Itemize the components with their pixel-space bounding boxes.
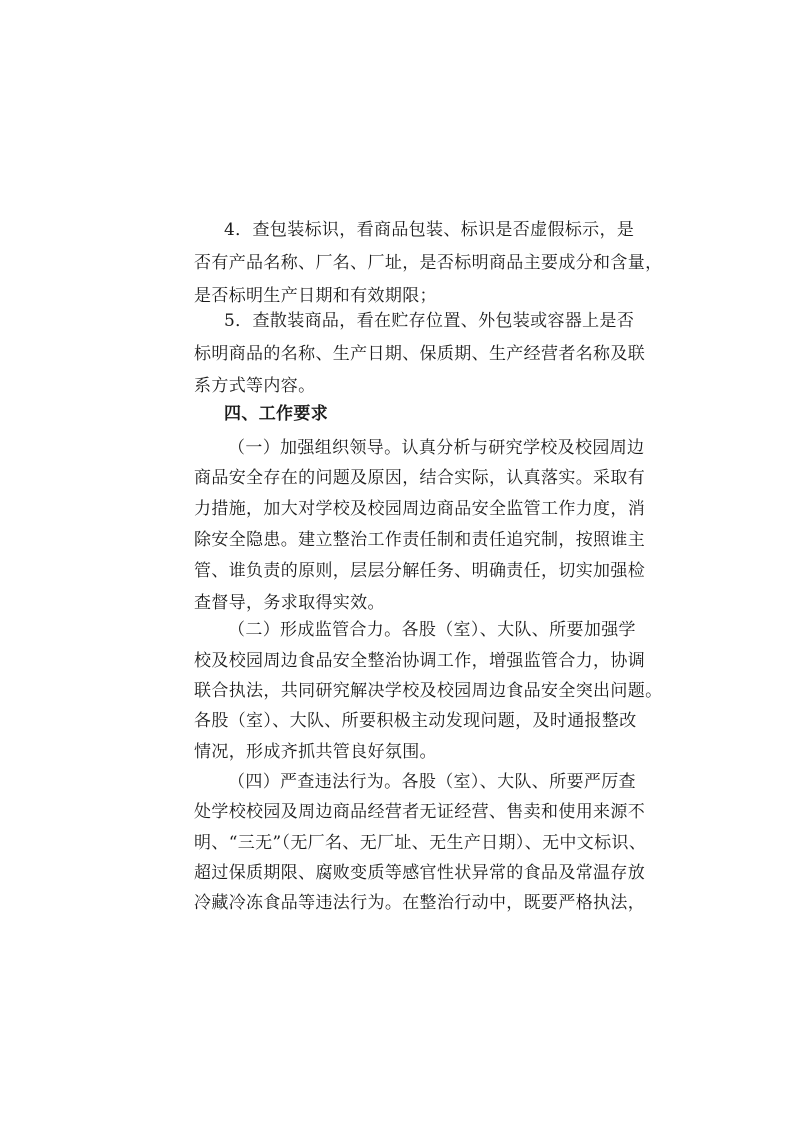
paragraph-two-line-3: 联合执法，共同研究解决学校及校园周边食品安全突出问题。 (194, 681, 663, 701)
paragraph-four-line-2: 处学校校园及周边商品经营者无证经营、售卖和使用来源不 (194, 802, 646, 822)
paragraph-four-line-4: 超过保质期限、腐败变质等感官性状异常的食品及常温存放 (194, 863, 646, 883)
paragraph-4-line-1: 4．查包装标识，看商品包装、标识是否虚假标示，是 (224, 220, 635, 240)
paragraph-5-line-2: 标明商品的名称、生产日期、保质期、生产经营者名称及联 (194, 344, 646, 364)
paragraph-four-line-3: 明、“三无”（无厂名、无厂址、无生产日期）、无中文标识、 (194, 833, 647, 853)
paragraph-one-line-5: 管、谁负责的原则，层层分解任务、明确责任，切实加强检 (194, 561, 646, 581)
paragraph-one-line-3: 力措施，加大对学校及校园周边商品安全监管工作力度，消 (194, 499, 646, 519)
paragraph-one-line-6: 查督导，务求取得实效。 (194, 593, 385, 613)
paragraph-5-line-3: 系方式等内容。 (194, 376, 316, 396)
paragraph-two-line-2: 校及校园周边食品安全整治协调工作，增强监管合力，协调 (194, 651, 646, 671)
paragraph-4-line-3: 是否标明生产日期和有效期限； (194, 286, 437, 306)
paragraph-two-line-1: （二）形成监管合力。各股（室）、大队、所要加强学 (228, 620, 636, 640)
paragraph-4-line-2: 否有产品名称、厂名、厂址，是否标明商品主要成分和含量， (194, 253, 663, 273)
paragraph-one-line-1: （一）加强组织领导。认真分析与研究学校及校园周边 (228, 438, 645, 458)
section-heading: 四、工作要求 (224, 404, 329, 424)
paragraph-four-line-5: 冷藏冷冻食品等违法行为。在整治行动中，既要严格执法， (194, 893, 646, 913)
paragraph-two-line-5: 情况，形成齐抓共管良好氛围。 (194, 742, 437, 762)
paragraph-one-line-2: 商品安全存在的问题及原因，结合实际，认真落实。采取有 (194, 468, 646, 488)
paragraph-one-line-4: 除安全隐患。建立整治工作责任制和责任追究制，按照谁主 (194, 530, 646, 550)
paragraph-four-line-1: （四）严查违法行为。各股（室）、大队、所要严厉查 (228, 772, 636, 792)
paragraph-two-line-4: 各股（室）、大队、所要积极主动发现问题，及时通报整改 (194, 711, 637, 731)
paragraph-5-line-1: 5．查散装商品，看在贮存位置、外包装或容器上是否 (224, 311, 635, 331)
